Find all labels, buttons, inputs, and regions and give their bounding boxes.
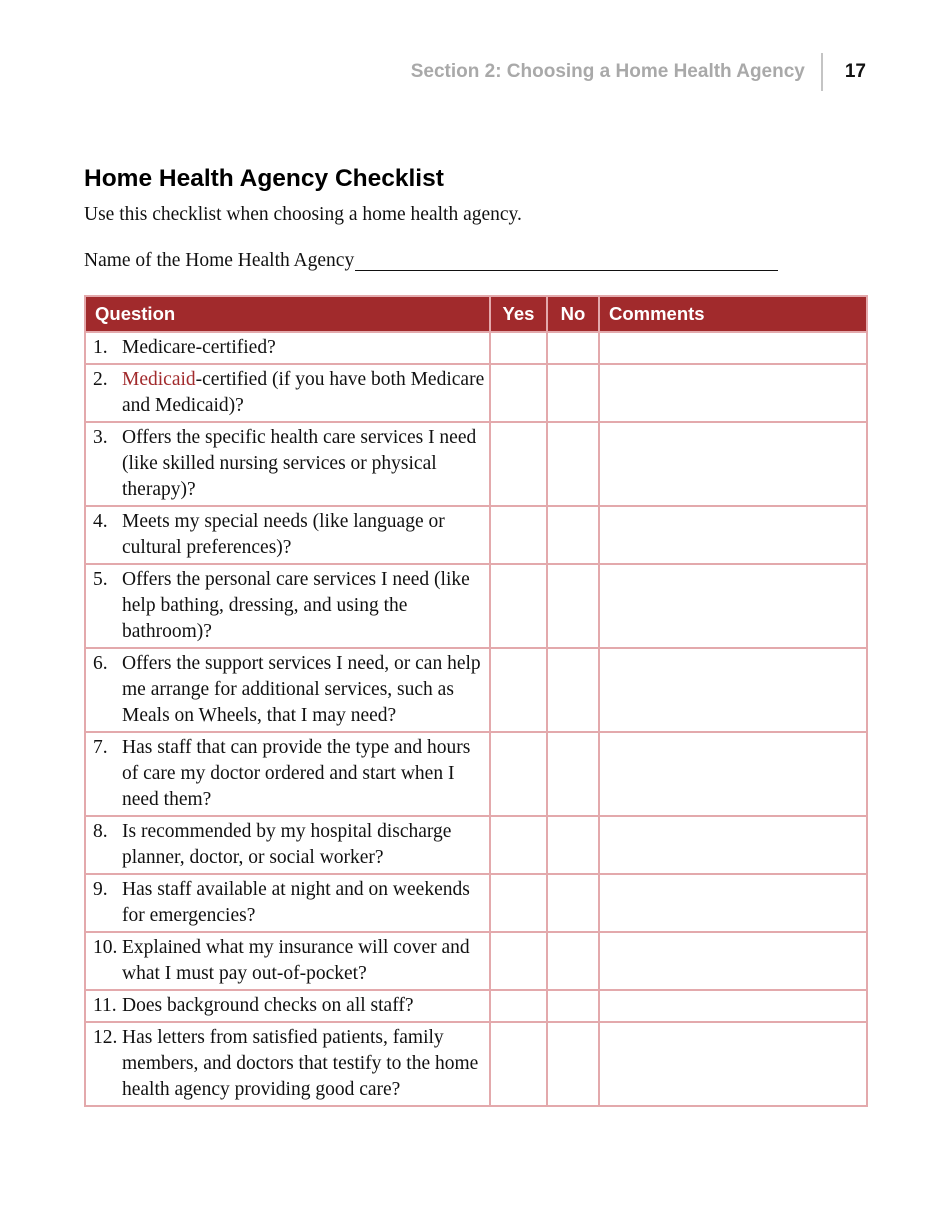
question-cell [85,648,490,732]
question-cell [85,1022,490,1106]
table-row [85,732,867,816]
table-header-row [85,296,867,332]
no-cell[interactable] [547,1022,599,1106]
comments-cell[interactable] [599,506,867,564]
yes-cell[interactable] [490,1022,547,1106]
table-row [85,648,867,732]
question-text: Is recommended by my hospital discharge planner, doctor, or social worker? [122,821,452,868]
question-number: 1. [93,337,108,358]
table-row [85,422,867,506]
comments-cell[interactable] [599,422,867,506]
yes-cell[interactable] [490,422,547,506]
yes-cell[interactable] [490,874,547,932]
yes-cell[interactable] [490,990,547,1022]
table-row [85,506,867,564]
table-row [85,1022,867,1106]
question-cell [85,506,490,564]
table-row [85,816,867,874]
intro-text: Use this checklist when choosing a home health agency. [84,204,522,225]
column-header-comments: Comments [599,296,867,332]
question-number: 3. [93,427,108,448]
page-number: 17 [844,61,866,82]
yes-cell[interactable] [490,732,547,816]
question-number: 9. [93,879,108,900]
checklist-table [84,295,868,1107]
page-title: Home Health Agency Checklist [84,165,444,192]
yes-cell[interactable] [490,564,547,648]
medicaid-term: Medicaid [122,369,196,390]
question-number: 2. [93,369,108,390]
comments-cell[interactable] [599,648,867,732]
question-text: Has staff that can provide the type and hours of care my doctor ordered and start when I need them? [122,737,471,810]
no-cell[interactable] [547,422,599,506]
table-row [85,990,867,1022]
yes-cell[interactable] [490,648,547,732]
agency-name-label: Name of the Home Health Agency [84,250,355,271]
question-text [122,367,485,419]
section-title: Section 2: Choosing a Home Health Agency [410,61,805,82]
column-header-yes: Yes [490,296,547,332]
no-cell[interactable] [547,364,599,422]
question-cell [85,332,490,364]
question-number: 8. [93,821,108,842]
no-cell[interactable] [547,874,599,932]
comments-cell[interactable] [599,874,867,932]
no-cell[interactable] [547,506,599,564]
question-number: 6. [93,653,108,674]
comments-cell[interactable] [599,990,867,1022]
yes-cell[interactable] [490,364,547,422]
question-text: Meets my special needs (like language or cultural preferences)? [122,511,445,558]
no-cell[interactable] [547,932,599,990]
question-text: Has letters from satisfied patients, family members, and doctors that testify to the home health agency providing good care? [122,1027,479,1100]
question-text: Has staff available at night and on weekends for emergencies? [122,879,470,926]
comments-cell[interactable] [599,732,867,816]
question-number: 10. [93,937,118,958]
question-cell [85,564,490,648]
table-row [85,932,867,990]
no-cell[interactable] [547,648,599,732]
agency-name-line [84,248,778,274]
question-text-rest: -certified (if you have both Medicare and Medicaid)? [122,369,485,416]
no-cell[interactable] [547,564,599,648]
table-row [85,874,867,932]
question-cell [85,732,490,816]
question-number: 11. [93,995,117,1016]
question-number: 5. [93,569,108,590]
no-cell[interactable] [547,816,599,874]
no-cell[interactable] [547,990,599,1022]
column-header-question: Question [85,296,490,332]
column-header-no: No [547,296,599,332]
yes-cell[interactable] [490,816,547,874]
comments-cell[interactable] [599,1022,867,1106]
question-number: 12. [93,1027,118,1048]
question-cell [85,816,490,874]
comments-cell[interactable] [599,564,867,648]
question-text: Offers the personal care services I need (like help bathing, dressing, and using the bathroom)? [122,569,470,642]
table-row [85,564,867,648]
question-text: Explained what my insurance will cover and what I must pay out-of-pocket? [122,937,470,984]
yes-cell[interactable] [490,932,547,990]
table-row [85,364,867,422]
question-text: Offers the specific health care services I need (like skilled nursing services or physical therapy)? [122,427,477,500]
question-cell [85,422,490,506]
question-text: Offers the support services I need, or can help me arrange for additional services, such as Meals on Wheels, that I may need? [122,653,481,726]
question-cell [85,932,490,990]
comments-cell[interactable] [599,332,867,364]
comments-cell[interactable] [599,364,867,422]
agency-name-field[interactable] [355,250,778,271]
yes-cell[interactable] [490,506,547,564]
question-text: Does background checks on all staff? [122,995,414,1016]
no-cell[interactable] [547,332,599,364]
question-text: Medicare-certified? [122,337,276,358]
yes-cell[interactable] [490,332,547,364]
running-header [411,52,866,92]
question-number: 4. [93,511,108,532]
question-cell [85,364,490,422]
question-cell [85,874,490,932]
no-cell[interactable] [547,732,599,816]
comments-cell[interactable] [599,932,867,990]
question-cell [85,990,490,1022]
table-row [85,332,867,364]
question-number: 7. [93,737,108,758]
comments-cell[interactable] [599,816,867,874]
